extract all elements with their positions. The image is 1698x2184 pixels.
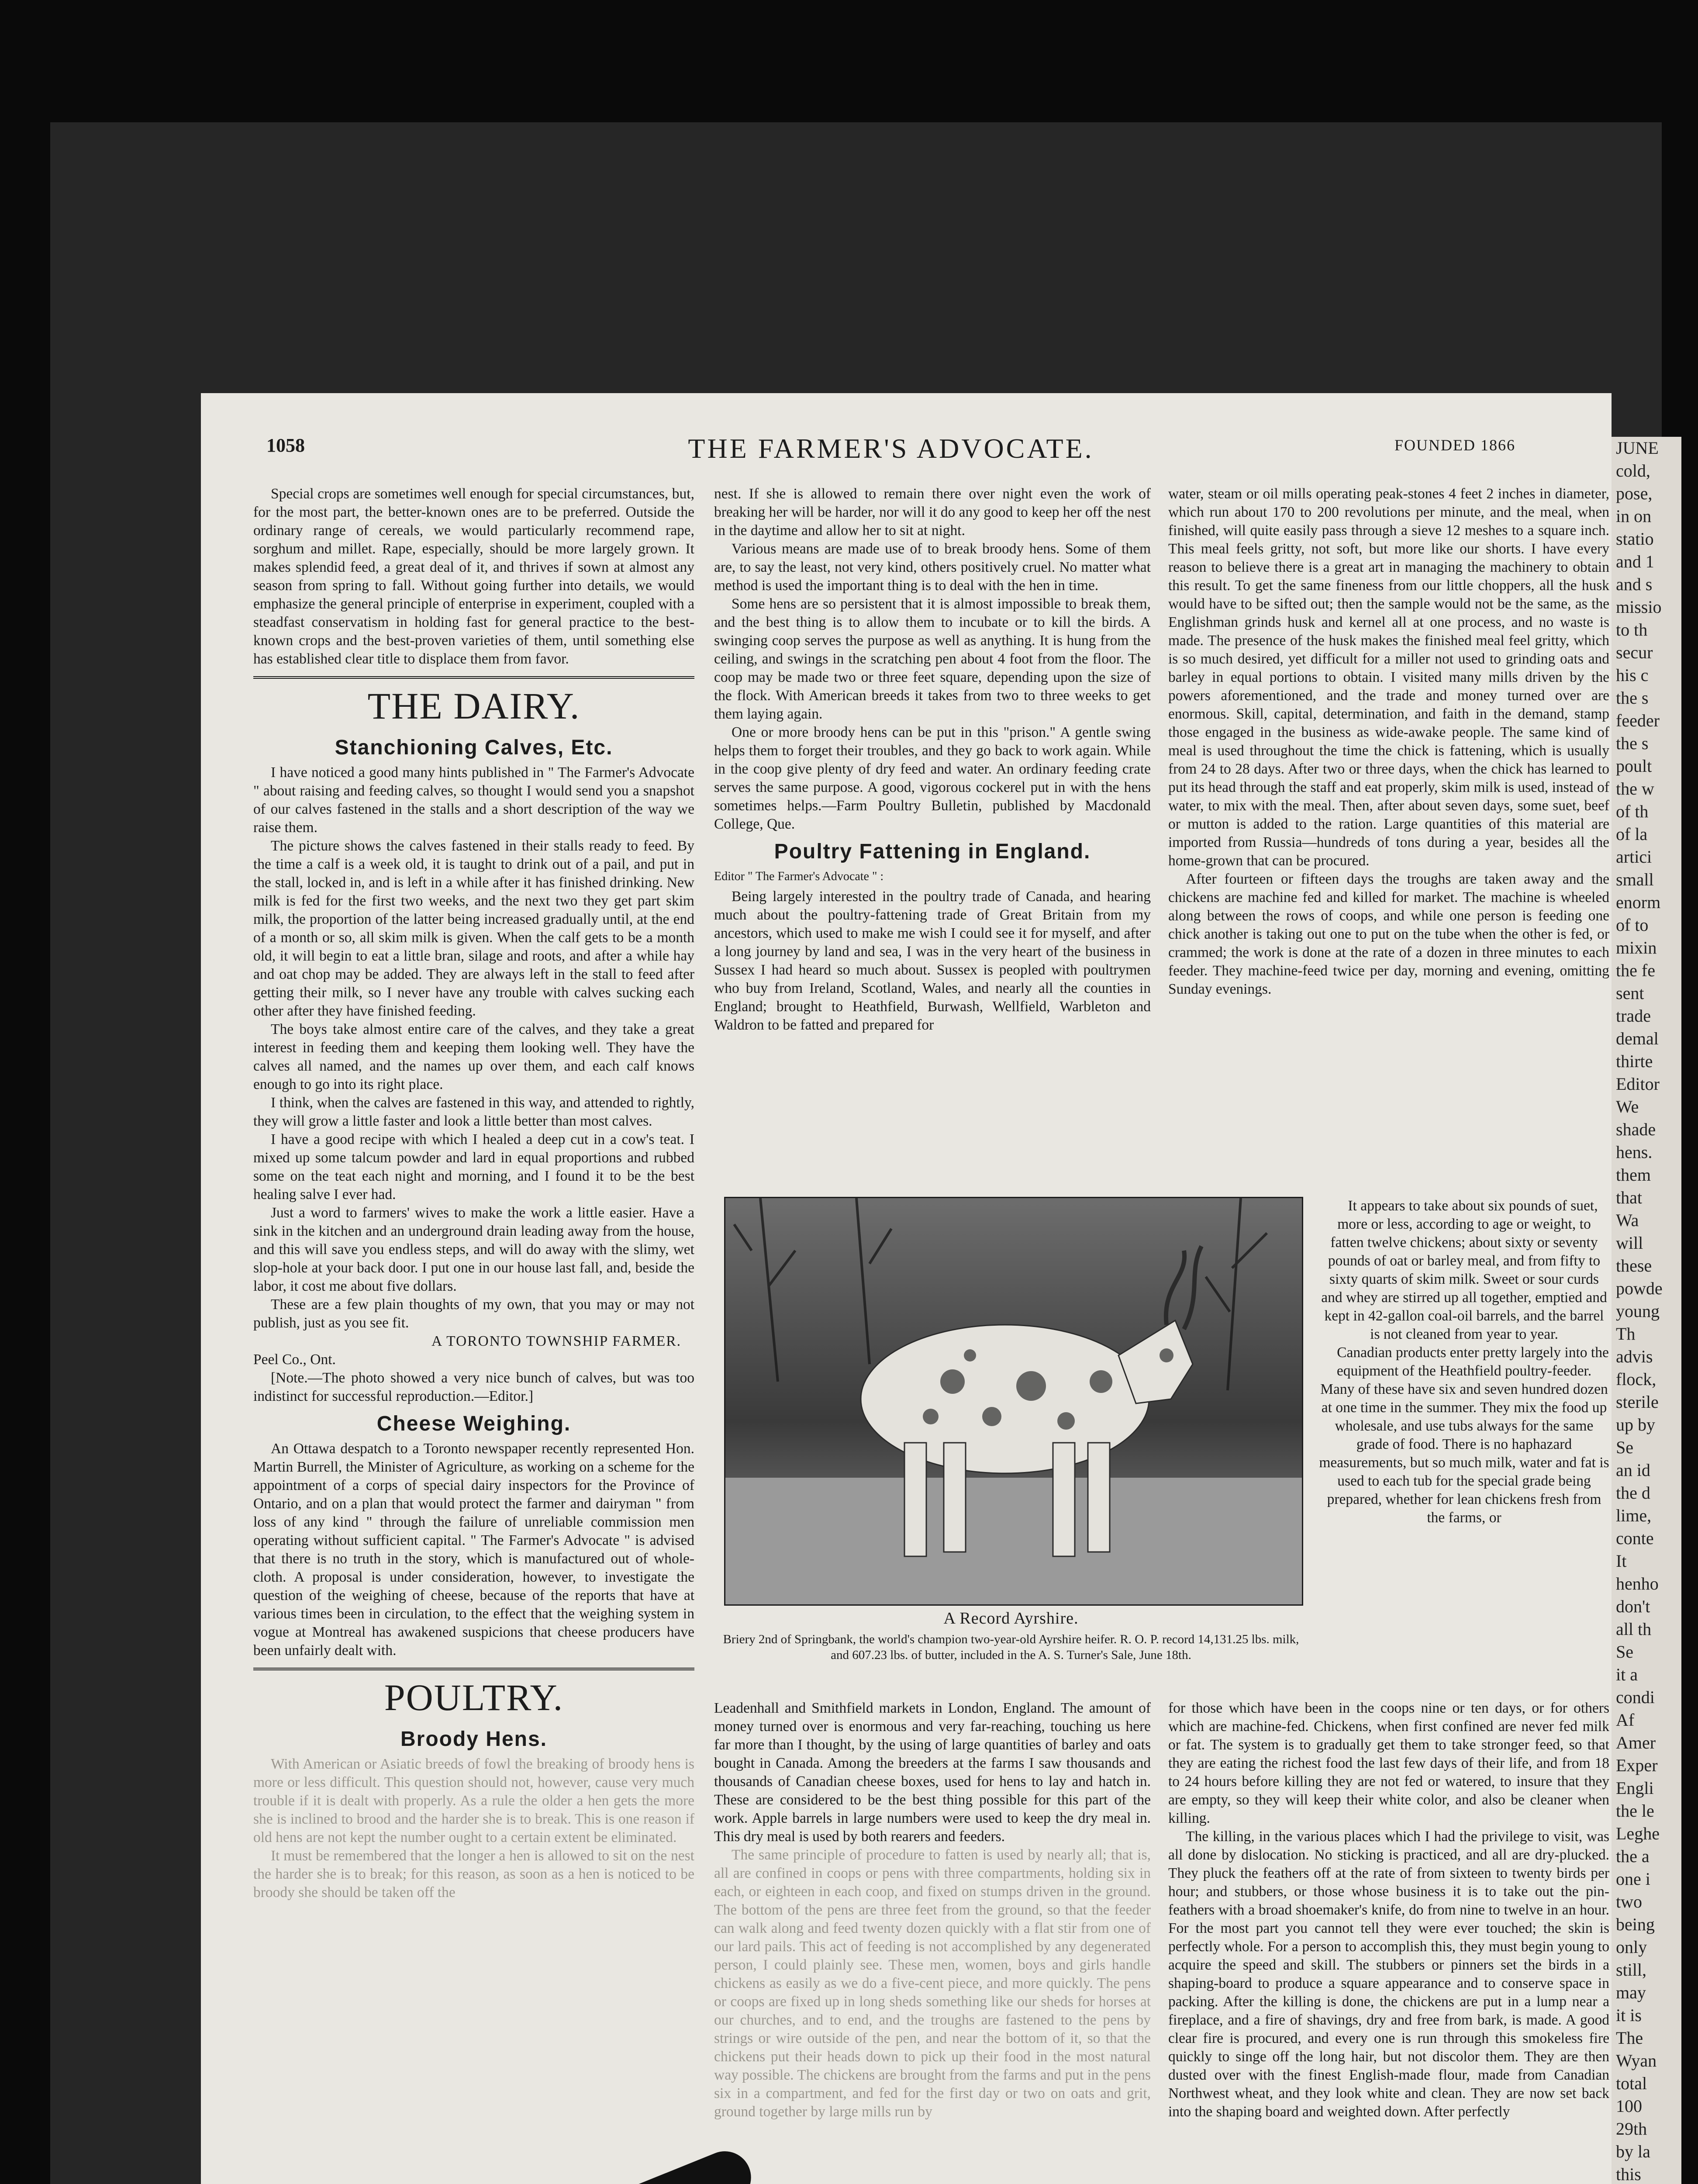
adjacent-page-line: still, xyxy=(1616,1960,1647,1980)
adjacent-page-line: feeder xyxy=(1616,711,1660,730)
adjacent-page-line: 100 xyxy=(1616,2096,1642,2116)
adjacent-page-line: Af xyxy=(1616,1710,1635,1730)
article-place: Peel Co., Ont. xyxy=(253,1351,336,1368)
stanchioning-paragraph: These are a few plain thoughts of my own, that you may or may not publish, just as you see fit. xyxy=(253,1296,694,1331)
adjacent-page-line: Editor xyxy=(1616,1074,1660,1094)
fattening-paragraph-mills: water, steam or oil mills operating peak-stones 4 feet 2 inches in diameter, which run about 170 to 200 revolutions per minute, and the meal, when finished, will quite easily pass through a sieve 12 meshes to a square inch. This meal feels gritty, not soft, but more like our shorts. I have every reason to believe there is a great art in managing the machinery to obtain this result. To get the same fineness from our little choppers, all the husk would have to be sifted out; then the sample would not be the same, as the Englishman grinds husk and kernel all at one process, and no waste is made. The presence of the husk makes the finished meal feel gritty, which is so much desired, yet difficult for a miller not used to grinding oats and barley in equal portions to obtain. I visited many mills driven by the powers aforementioned, and the trade and money turned over are enormous. Skill, capital, determination, and faith in the demand, stamp those engaged in the business as wide-awake people. The same kind of meal is used throughout the time the chick is fattening, which is usually from 24 to 28 days. After two or three days, when the chick has learned to put its head through the staff and eat properly, skim milk is used, instead of water, to mix with the meal. Then, after about seven days, some suet, beef or mutton is added to the ration. Large quantities of this material are imported from Russia—hundreds of tons during a year, besides all the home-grown that can be procured. xyxy=(1168,486,1609,869)
adjacent-page-line: only xyxy=(1616,1937,1647,1957)
adjacent-page-line: in on xyxy=(1616,506,1652,526)
column-3 xyxy=(1168,485,1609,1192)
adjacent-page-line: trade xyxy=(1616,1006,1651,1026)
adjacent-page-line: this xyxy=(1616,2164,1641,2184)
adjacent-page-line: hens. xyxy=(1616,1142,1653,1162)
adjacent-page-line: secur xyxy=(1616,643,1653,662)
adjacent-page-line: enorm xyxy=(1616,892,1661,912)
adjacent-page-line: the d xyxy=(1616,1483,1650,1503)
adjacent-page-line: to th xyxy=(1616,620,1648,639)
procedure-paragraph: The same principle of procedure to fatten is used by nearly all; that is, all are confined in coops or pens with three compartments, holding six in each, or eighteen in each coop, and fixed on stumps driven in the ground. The bottom of the pens are three feet from the ground, so that the feeder can walk along and feed twenty dozen quickly with a flat stir from one of our lard pails. This act of feeding is not accomplished by any degenerated person, I could plainly see. These men, women, boys and girls handle chickens as easily as we do a five-cent piece, and more quickly. The pens or coops are fixed up in long sheds something like our sheds for horses at our churches, and to end, and the troughs are fastened to the pens by strings or wire outside of the pen, and near the bottom of it, so that the chickens put their heads down to pick up their food in the most natural way possible. The chickens are brought from the farms and put in the pens six in a compartment, and fed for the first day or two on oats and grit, ground together by large mills run by xyxy=(714,1847,1151,2120)
adjacent-page-line: sterile xyxy=(1616,1392,1659,1412)
page-number: 1058 xyxy=(266,435,305,456)
adjacent-page-line: Exper xyxy=(1616,1755,1658,1775)
article-byline: Editor " The Farmer's Advocate " : xyxy=(714,870,884,883)
adjacent-page-line: it is xyxy=(1616,2005,1642,2025)
adjacent-page-line: these xyxy=(1616,1256,1652,1275)
adjacent-page-line: and s xyxy=(1616,574,1653,594)
adjacent-page-line: Engli xyxy=(1616,1778,1654,1798)
section-heading-poultry: POULTRY. xyxy=(253,1668,694,1721)
adjacent-page-line: artici xyxy=(1616,847,1652,867)
article-body-broody-2: It must be remembered that the longer a hen is allowed to sit on the nest the harder she is to break; for this reason, as soon as a hen is noticed to be broody she should be taken off the xyxy=(253,1848,694,1901)
stanchioning-paragraph: Just a word to farmers' wives to make the work a little easier. Have a sink in the kitchen and an underground drain leading away from the house, and this will save you endless steps, and will do away with the slimy, wet slop-hole at your back door. I put one in our house last fall, and, beside the labor, it cost me about five dollars. xyxy=(253,1205,694,1294)
stanchioning-paragraph: I have noticed a good many hints published in " The Farmer's Advocate " about raising and feeding calves, so thought I would send you a snapshot of our calves fastened in the stalls and a short description of the way we raise them. xyxy=(253,764,694,836)
fattening-quantities: It appears to take about six pounds of suet, more or less, according to age or weight, to fatten twelve chickens; about sixty or seventy pounds of oat or barley meal, and from fifty to sixty quarts of skim milk. Sweet or sour curds and whey are stirred up all together, emptied and kept in 42-gallon coal-oil barrels, and the barrel is not cleaned from year to year. xyxy=(1321,1198,1607,1342)
article-signature: A TORONTO TOWNSHIP FARMER. xyxy=(431,1333,681,1349)
adjacent-page-line: Wa xyxy=(1616,1210,1639,1230)
adjacent-page-line: one i xyxy=(1616,1869,1650,1889)
adjacent-page-line: and 1 xyxy=(1616,552,1654,571)
photo-caption-text: Briery 2nd of Springbank, the world's champion two-year-old Ayrshire heifer. R. O. P. record 14,131.25 lbs. milk, and 607.23 lbs. of butter, included in the A. S. Turner's Sale, June 18th. xyxy=(723,1632,1299,1662)
broody-continued: nest. If she is allowed to remain there over night even the work of breaking her will be harder, nor will it do any good to keep her off the nest in the daytime and allow her to sit at night. xyxy=(714,486,1151,539)
adjacent-page-line: Se xyxy=(1616,1438,1633,1457)
adjacent-page-line: two xyxy=(1616,1892,1642,1911)
adjacent-page-line: condi xyxy=(1616,1687,1655,1707)
adjacent-page-line: the fe xyxy=(1616,961,1655,980)
article-body-broody-1: With American or Asiatic breeds of fowl the breaking of broody hens is more or less difficult. This question should not, however, cause very much trouble if it is dealt with properly. As a rule the older a hen gets the more she is inclined to brood and the harder she is to break. This is one reason if old hens are not kept the number ought to a certain extent be eliminated. xyxy=(253,1756,694,1845)
adjacent-page-line: 29th xyxy=(1616,2119,1647,2139)
column-2-lower xyxy=(714,1699,1151,2184)
article-title-poultry-fattening: Poultry Fattening in England. xyxy=(774,840,1091,863)
adjacent-page-line: will xyxy=(1616,1233,1643,1253)
stanchioning-paragraph: The picture shows the calves fastened in their stalls ready to feed. By the time a calf is a week old, it is taught to drink out of a pail, and put in the stall, locked in, and is left in a while after it has finished drinking. New milk is fed for the first two weeks, and the next two they get part skim milk, the proportion of the latter being increased gradually until, at the end of a month or so, all skim milk is given. When the calf gets to be a month old, it will begin to eat a little bran, silage and roots, and after a while hay and oat chop may be added. They are always left in the stall to feed after getting their milk, so I never have any trouble with calves sucking each other after they have finished feeding. xyxy=(253,838,694,1019)
adjacent-page-line: may xyxy=(1616,1983,1646,2002)
broody-paragraph-3: Some hens are so persistent that it is almost impossible to break them, and the best thing is to allow them to incubate or to kill the birds. A swinging coop serves the purpose as well as anything. It is hung from the ceiling, and swings in the scratching pen about 4 foot from the floor. The coop may be made two or three feet square, depending upon the size of the flock. With American breeds it takes from two to three weeks to get them laying again. xyxy=(714,596,1151,722)
editor-note: [Note.—The photo showed a very nice bunch of calves, but was too indistinct for successful reproduction.—Editor.] xyxy=(253,1370,694,1404)
adjacent-page-line: of la xyxy=(1616,824,1648,844)
fattening-paragraph-machine: After fourteen or fifteen days the troughs are taken away and the chickens are machine fed and killed for market. The machine is wheeled along between the rows of coops, and while one person is feeding one chick another is taking out one to put on the tube when the other is fed, or crammed; the work is done at the rate of a dozen in three minutes to each feeder. They machine-feed twice per day, morning and evening, omitting Sunday evenings. xyxy=(1168,871,1609,997)
adjacent-page-line: the s xyxy=(1616,688,1649,708)
killing-paragraph: The killing, in the various places which I had the privilege to visit, was all done by dislocation. No sticking is practiced, and all are dry-plucked. They pluck the feathers off at the rate of from sixteen to twenty birds per hour; and stubbers, or those whose business it is to take out the pin-feathers with a broad shoemaker's knife, do from nine to twelve in an hour. For the most part you cannot tell they were ever touched; the skin is perfectly whole. For a person to accomplish this, they must begin young to acquire the speed and skill. The stubbers or pinners set the birds in a shaping-board to produce a square appearance and to conserve space in packing. After the killing is done, the chickens are put in a lump near a fireplace, and a fire of shavings, dry and free from bark, is made. A good clear fire is procured, and every one is run through this smokeless fire quickly to singe off the long hair, but not discolor them. They are then dusted over with the finest English-made flour, made from Canadian Northwest wheat, and they look white and clean. They are now set back into the shaping board and weighted down. After perfectly xyxy=(1168,1828,1609,2120)
adjacent-page-line: the s xyxy=(1616,733,1649,753)
masthead: THE FARMER'S ADVOCATE. xyxy=(688,433,1094,464)
adjacent-page-line: JUNE xyxy=(1616,438,1659,458)
adjacent-page-line: The xyxy=(1616,2028,1643,2048)
adjacent-page-line: the w xyxy=(1616,779,1654,798)
stanchioning-paragraph: The boys take almost entire care of the calves, and they take a great interest in feeding them and keeping them looking well. They have the calves all named, and the names up over them, and each calf knows enough to go into its right place. xyxy=(253,1021,694,1092)
page-header xyxy=(266,432,1515,467)
article-body-cheese: An Ottawa despatch to a Toronto newspaper recently represented Hon. Martin Burrell, the Minister of Agriculture, as working on a scheme for the appointment of a corps of special dairy inspectors for the Province of Ontario, and on a plan that would protect the farmer and dairyman " from loss of any kind " through the failure of unreliable commission men operating without sufficient capital. " The Farmer's Advocate " is advised that there is no truth in the story, which is manufactured out of whole-cloth. A proposal is under consideration, however, to investigate the question of the weighing of cheese, because of the reports that have at various times been in circulation, to the effect that the weighing system in vogue at Montreal has awakened suspicions that cheese producers have been unfairly dealt with. xyxy=(253,1441,694,1659)
adjacent-page-line: by la xyxy=(1616,2142,1650,2161)
adjacent-page-line: the le xyxy=(1616,1801,1654,1821)
adjacent-page-line: small xyxy=(1616,870,1654,889)
adjacent-page-line: total xyxy=(1616,2073,1647,2093)
adjacent-page-line: conte xyxy=(1616,1528,1654,1548)
adjacent-page-line: statio xyxy=(1616,529,1654,549)
article-title-stanchioning: Stanchioning Calves, Etc. xyxy=(335,736,613,759)
broody-paragraph-4: One or more broody hens can be put in this "prison." A gentle swing helps them to forget their troubles, and they go back to work again. While in the coop give plenty of dry feed and water. An ordinary feeding crate serves the same purpose. A good, vigorous cockerel put in with the hens sometimes helps.—Farm Poultry Bulletin, published by Macdonald College, Que. xyxy=(714,724,1151,832)
ayrshire-cow-illustration xyxy=(725,1198,1302,1604)
adjacent-page-line: all th xyxy=(1616,1619,1652,1639)
adjacent-page-line: Se xyxy=(1616,1642,1633,1662)
stanchioning-paragraph: I have a good recipe with which I healed a deep cut in a cow's teat. I mixed up some talcum powder and lard in equal proportions and rubbed some on the teat each night and morning, and I found it to be the best healing salve I ever had. xyxy=(253,1131,694,1203)
adjacent-page-line: poult xyxy=(1616,756,1652,776)
broody-paragraph-2: Various means are made use of to break broody hens. Some of them are, to say the least, not very kind, others positively cruel. No matter what method is used the important thing is to deal with the hen in time. xyxy=(714,541,1151,594)
adjacent-page-line: sent xyxy=(1616,983,1644,1003)
adjacent-page-line: thirte xyxy=(1616,1051,1653,1071)
column-2 xyxy=(714,485,1151,1227)
column-3-lower xyxy=(1168,1699,1609,2184)
adjacent-page-line: We xyxy=(1616,1097,1639,1116)
article-title-cheese-weighing: Cheese Weighing. xyxy=(376,1412,571,1435)
adjacent-page-edge xyxy=(1612,437,1681,2184)
markets-paragraph: Leadenhall and Smithfield markets in London, England. The amount of money turned over is enormous and very far-reaching, touching us here far more than I thought, by the using of large quantities of barley and oats bought in Canada. Among the breeders at the farms I saw thousands and thousands of Canadian cheese boxes, used for hens to lay and hatch in. These are considered to be the best thing possible for this part of the work. Apple barrels in large numbers were used to keep the dry meal in. This dry meal is used by both rearers and feeders. xyxy=(714,1700,1151,1845)
adjacent-page-line: henho xyxy=(1616,1574,1659,1593)
column-1 xyxy=(253,485,694,2184)
adjacent-page-line: up by xyxy=(1616,1415,1655,1434)
adjacent-page-line: powde xyxy=(1616,1279,1663,1298)
adjacent-page-line: lime, xyxy=(1616,1506,1652,1525)
adjacent-page-line: an id xyxy=(1616,1460,1650,1480)
adjacent-page-line: the a xyxy=(1616,1846,1650,1866)
adjacent-page-line: being xyxy=(1616,1914,1655,1934)
adjacent-page-line: shade xyxy=(1616,1120,1656,1139)
founded-note: FOUNDED 1866 xyxy=(1394,436,1515,454)
stanchioning-paragraph: I think, when the calves are fastened in this way, and attended to rightly, they will grow a little faster and look a little better than most calves. xyxy=(253,1095,694,1129)
adjacent-page-line: missio xyxy=(1616,597,1662,617)
article-title-broody-hens: Broody Hens. xyxy=(400,1728,548,1751)
photo-caption xyxy=(714,1610,1308,1663)
photo-caption-title: A Record Ayrshire. xyxy=(943,1609,1079,1628)
adjacent-page-line: of th xyxy=(1616,802,1649,821)
adjacent-page-line: mixin xyxy=(1616,938,1657,957)
section-heading-dairy: THE DAIRY. xyxy=(253,676,694,729)
crops-intro: Special crops are sometimes well enough for special circumstances, but, for the most part, the better-known ones are to be preferred. Outside the ordinary range of cereals, we would particularly recommend rape, sorghum and millet. Rape, especially, should be more largely grown. It makes splendid feed, a great deal of it, and thrives if sown at almost any season from spring to fall. Without going further into details, we would emphasize the general principle of enterprise in experiment, coupled with a steadfast conservatism in holding fast for general practice to the best-known crops and the best-proven varieties of them, until something else has established clear title to displace them from favor. xyxy=(253,486,694,667)
adjacent-page-line: Leghe xyxy=(1616,1824,1660,1843)
adjacent-page-line: Wyan xyxy=(1616,2051,1657,2070)
adjacent-page-line: pose, xyxy=(1616,484,1653,503)
killing-prep-paragraph: for those which have been in the coops nine or ten days, or for others which are machine-fed. Chickens, when first confined are never fed milk or fat. The system is to gradually get them to take stronger feed, so that they are eating the richest food the last few days of their life, and from 18 to 24 hours before killing they are not fed or watered, to insure that they are empty, so they will keep their white color, and also be cleaner when killing. xyxy=(1168,1700,1609,1826)
adjacent-page-line: cold, xyxy=(1616,461,1650,480)
ayrshire-photo xyxy=(724,1197,1303,1606)
adjacent-page-line: Amer xyxy=(1616,1733,1656,1752)
adjacent-page-line: It xyxy=(1616,1551,1627,1571)
adjacent-page-line: demal xyxy=(1616,1029,1659,1048)
adjacent-page-line: don't xyxy=(1616,1597,1650,1616)
newspaper-page xyxy=(201,393,1612,2184)
adjacent-page-line: of to xyxy=(1616,915,1649,935)
adjacent-page-line: young xyxy=(1616,1301,1660,1321)
adjacent-page-line: it a xyxy=(1616,1665,1638,1684)
adjacent-page-line: them xyxy=(1616,1165,1651,1185)
adjacent-page-line: his c xyxy=(1616,665,1649,685)
column-3-narrow xyxy=(1319,1197,1609,1603)
adjacent-page-line: advis xyxy=(1616,1347,1653,1366)
article-body-stanchioning xyxy=(253,764,694,1332)
adjacent-page-line: Th xyxy=(1616,1324,1636,1344)
fattening-paragraph-1: Being largely interested in the poultry trade of Canada, and hearing much about the poultry-fattening trade of Great Britain from my ancestors, which used to make me wish I could see it for myself, and after a long journey by land and sea, I was in the very heart of the business in Sussex I had heard so much about. Sussex is peopled with poultrymen who buy from Ireland, Scotland, Wales, and nearly all the counties in England; brought to Heathfield, Burwash, Wellfield, Warbleton and Waldron to be fatted and prepared for xyxy=(714,888,1151,1033)
canadian-products: Canadian products enter pretty largely into the equipment of the Heathfield poultry-feeder. Many of these have six and seven hundred dozen at one time in the summer. They mix the food up wholesale, and use tubs always for the same grade of food. There is no haphazard measurements, but so much milk, water and fat is used to each tub for the special grade being prepared, whether for lean chickens fresh from the farms, or xyxy=(1319,1344,1609,1526)
adjacent-page-line: flock, xyxy=(1616,1369,1657,1389)
adjacent-page-line: that xyxy=(1616,1188,1642,1207)
